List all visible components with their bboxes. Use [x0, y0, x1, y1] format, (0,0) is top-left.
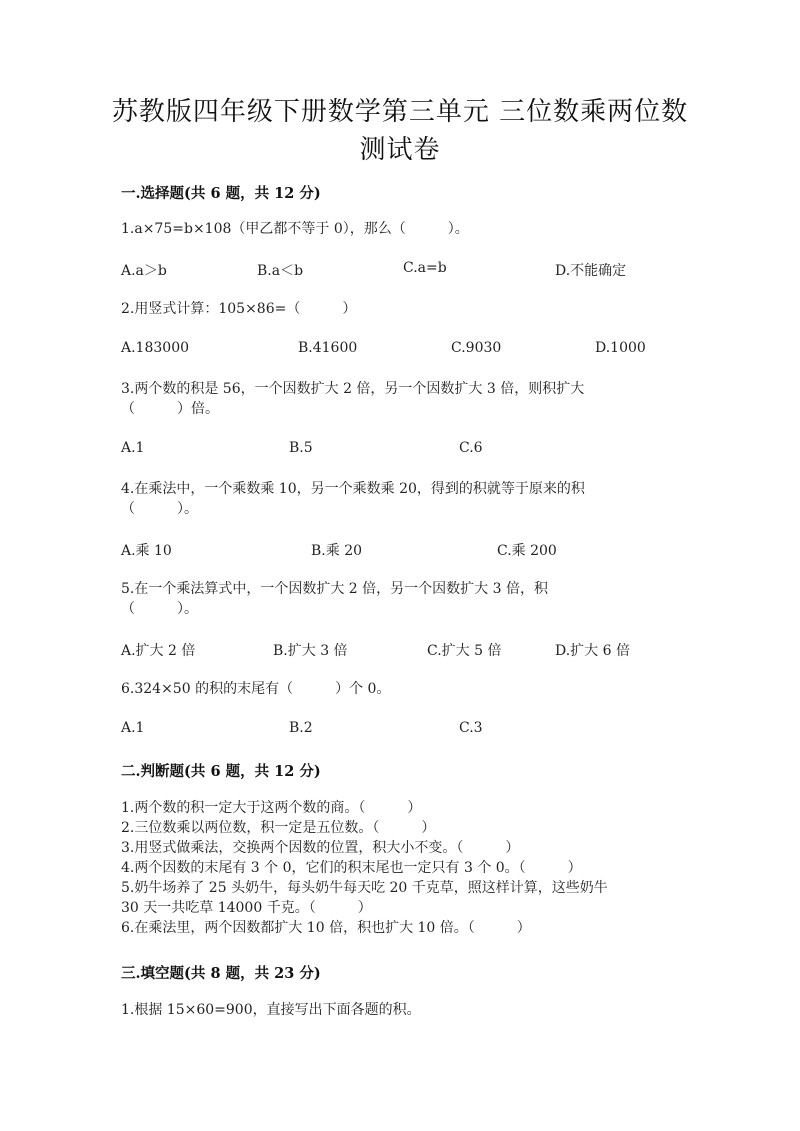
- option-a[interactable]: A.扩大 2 倍: [121, 643, 196, 659]
- section-heading-judgement: 二.判断题(共 6 题，共 12 分): [121, 763, 321, 780]
- judgement-item: 1.两个数的积一定大于这两个数的商。（ ）: [121, 800, 422, 816]
- option-a[interactable]: A.乘 10: [121, 543, 172, 559]
- option-d[interactable]: D.不能确定: [555, 263, 627, 279]
- option-b[interactable]: B.乘 20: [311, 543, 363, 559]
- option-c[interactable]: C.a=b: [403, 260, 447, 276]
- options-row: [121, 340, 681, 362]
- option-a[interactable]: A.183000: [121, 340, 190, 356]
- options-row: [121, 720, 681, 742]
- question-text: 6.324×50 的积的末尾有（ ）个 0。: [121, 681, 391, 697]
- question-text-line2: （ ）倍。: [121, 401, 219, 417]
- option-b[interactable]: B.41600: [298, 340, 358, 356]
- judgement-item-continued: 30 天一共吃草 14000 千克。（ ）: [121, 900, 372, 916]
- question-text: 3.两个数的积是 56，一个因数扩大 2 倍，另一个因数扩大 3 倍，则积扩大: [121, 381, 585, 397]
- section-heading-choice: 一.选择题(共 6 题，共 12 分): [121, 185, 321, 202]
- option-b[interactable]: B.2: [289, 720, 313, 736]
- option-b[interactable]: B.a＜b: [257, 263, 304, 279]
- question-text: 4.在乘法中，一个乘数乘 10，另一个乘数乘 20，得到的积就等于原来的积: [121, 481, 585, 497]
- option-b[interactable]: B.扩大 3 倍: [273, 643, 348, 659]
- option-c[interactable]: C.扩大 5 倍: [427, 643, 502, 659]
- section-heading-fill-blank: 三.填空题(共 8 题，共 23 分): [121, 965, 321, 982]
- option-d[interactable]: D.扩大 6 倍: [555, 643, 630, 659]
- question-text-line2: （ ）。: [121, 601, 198, 617]
- option-c[interactable]: C.乘 200: [497, 543, 557, 559]
- option-b[interactable]: B.5: [289, 440, 313, 456]
- judgement-item: 6.在乘法里，两个因数都扩大 10 倍，积也扩大 10 倍。（ ）: [121, 920, 531, 936]
- option-d[interactable]: D.1000: [595, 340, 646, 356]
- page-title: 苏教版四年级下册数学第三单元 三位数乘两位数: [111, 97, 689, 127]
- question-text: 2.用竖式计算：105×86=（ ）: [121, 301, 357, 317]
- options-row: [121, 540, 681, 562]
- judgement-item: 5.奶牛场养了 25 头奶牛，每头奶牛每天吃 20 千克草，照这样计算，这些奶牛: [121, 880, 608, 896]
- option-a[interactable]: A.a＞b: [121, 263, 167, 279]
- judgement-item: 2.三位数乘以两位数，积一定是五位数。（ ）: [121, 820, 436, 836]
- options-row: [121, 640, 681, 662]
- judgement-item: 3.用竖式做乘法，交换两个因数的位置，积大小不变。（ ）: [121, 840, 520, 856]
- option-c[interactable]: C.9030: [451, 340, 502, 356]
- question-text: 1.根据 15×60=900，直接写出下面各题的积。: [121, 1002, 421, 1018]
- options-row: [121, 260, 681, 282]
- page-title-line2: 测试卷: [359, 135, 441, 165]
- option-c[interactable]: C.3: [459, 720, 483, 736]
- question-text: 1.a×75=b×108（甲乙都不等于 0），那么（ ）。: [121, 221, 469, 237]
- question-text: 5.在一个乘法算式中，一个因数扩大 2 倍，另一个因数扩大 3 倍，积: [121, 581, 548, 597]
- judgement-item: 4.两个因数的末尾有 3 个 0，它们的积末尾也一定只有 3 个 0。（ ）: [121, 860, 582, 876]
- option-a[interactable]: A.1: [121, 720, 145, 736]
- question-text-line2: （ ）。: [121, 501, 198, 517]
- option-c[interactable]: C.6: [459, 440, 483, 456]
- options-row: [121, 440, 681, 462]
- option-a[interactable]: A.1: [121, 440, 145, 456]
